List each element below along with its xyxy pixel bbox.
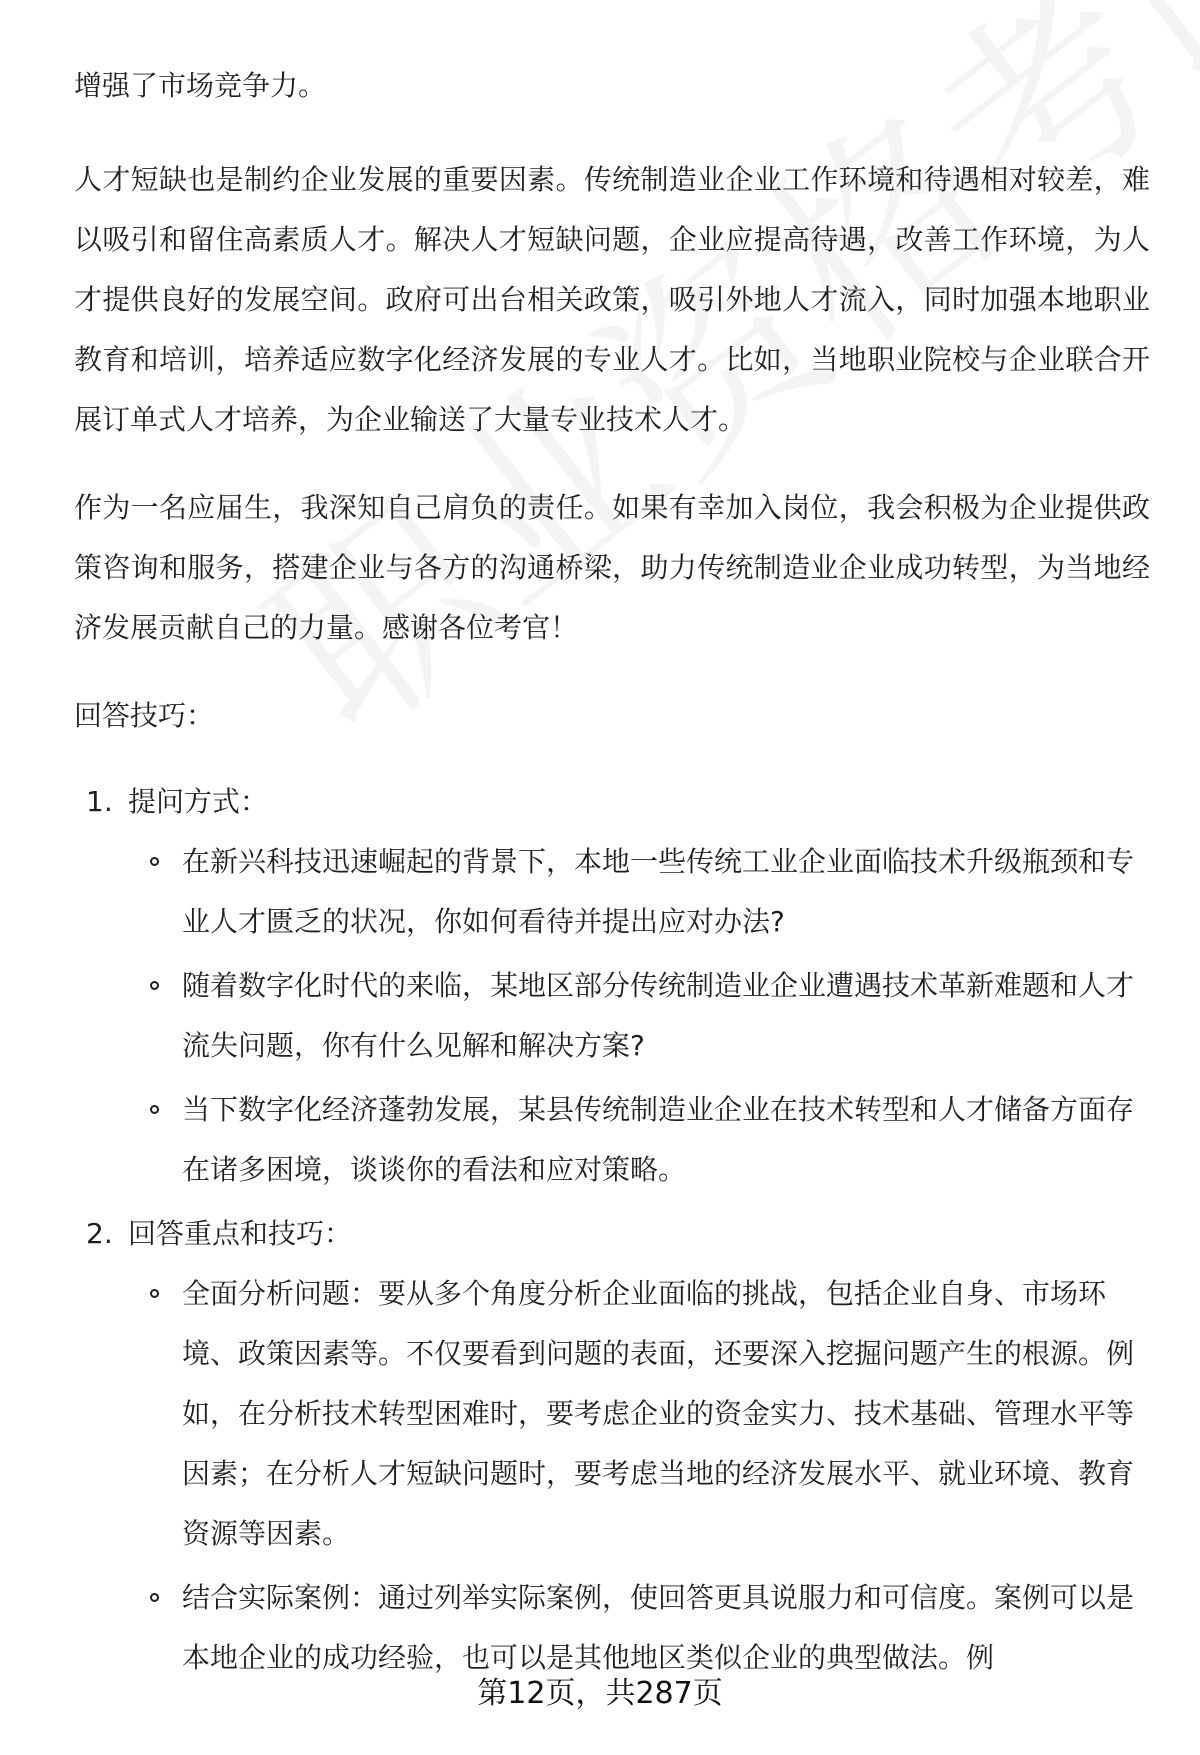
- sub-list: [128, 1264, 1150, 1688]
- hollow-circle-bullet-icon: [150, 981, 159, 990]
- sub-list: [128, 832, 1150, 1200]
- list-item-text: 全面分析问题：要从多个角度分析企业面临的挑战，包括企业自身、市场环境、政策因素等。不仅要看到问题的表面，还要深入挖掘问题产生的根源。例如，在分析技术转型困难时，要考虑企业的资金实力、技术基础、管理水平等因素；在分析人才短缺问题时，要考虑当地的经济发展水平、就业环境、教育资源等因素。: [182, 1277, 1135, 1550]
- list-item: [128, 1568, 1150, 1688]
- list-item-text: 当下数字化经济蓬勃发展，某县传统制造业企业在技术转型和人才储备方面存在诸多困境，谈谈你的看法和应对策略。: [182, 1093, 1135, 1186]
- page-number-footer: 第12页，共287页: [477, 1676, 723, 1711]
- list-item-text: 结合实际案例：通过列举实际案例，使回答更具说服力和可信度。案例可以是本地企业的成功经验，也可以是其他地区类似企业的典型做法。例: [182, 1581, 1135, 1674]
- tips-list: [74, 772, 1150, 1688]
- list-item: [128, 832, 1150, 952]
- step-item-2: [74, 1204, 1150, 1688]
- paragraph-2: 人才短缺也是制约企业发展的重要因素。传统制造业企业工作环境和待遇相对较差，难以吸引和留住高素质人才。解决人才短缺问题，企业应提高待遇，改善工作环境，为人才提供良好的发展空间。政府可出台相关政策，吸引外地人才流入，同时加强本地职业教育和培训，培养适应数字化经济发展的专业人才。比如，当地职业院校与企业联合开展订单式人才培养，为企业输送了大量专业技术人才。: [74, 163, 1150, 436]
- document-body: [74, 56, 1150, 1692]
- list-item-text: 随着数字化时代的来临，某地区部分传统制造业企业遭遇技术革新难题和人才流失问题，你有什么见解和解决方案?: [182, 969, 1135, 1062]
- hollow-circle-bullet-icon: [150, 1105, 159, 1114]
- list-item: [128, 1080, 1150, 1200]
- paragraph-3: 作为一名应届生，我深知自己肩负的责任。如果有幸加入岗位，我会积极为企业提供政策咨询和服务，搭建企业与各方的沟通桥梁，助力传统制造业企业成功转型，为当地经济发展贡献自己的力量。感谢各位考官！: [74, 491, 1150, 644]
- step-number: 1.: [86, 785, 113, 818]
- step-title: 回答重点和技巧：: [128, 1217, 353, 1250]
- paragraph-1: 增强了市场竞争力。: [74, 69, 327, 102]
- step-number: 2.: [86, 1217, 113, 1250]
- hollow-circle-bullet-icon: [150, 1593, 159, 1602]
- step-item-1: [74, 772, 1150, 1200]
- tips-heading: 回答技巧：: [74, 699, 215, 732]
- step-title: 提问方式：: [128, 785, 269, 818]
- list-item: [128, 1264, 1150, 1564]
- list-item-text: 在新兴科技迅速崛起的背景下，本地一些传统工业企业面临技术升级瓶颈和专业人才匮乏的状况，你如何看待并提出应对办法?: [182, 845, 1135, 938]
- list-item: [128, 956, 1150, 1076]
- hollow-circle-bullet-icon: [150, 1289, 159, 1298]
- hollow-circle-bullet-icon: [150, 857, 159, 866]
